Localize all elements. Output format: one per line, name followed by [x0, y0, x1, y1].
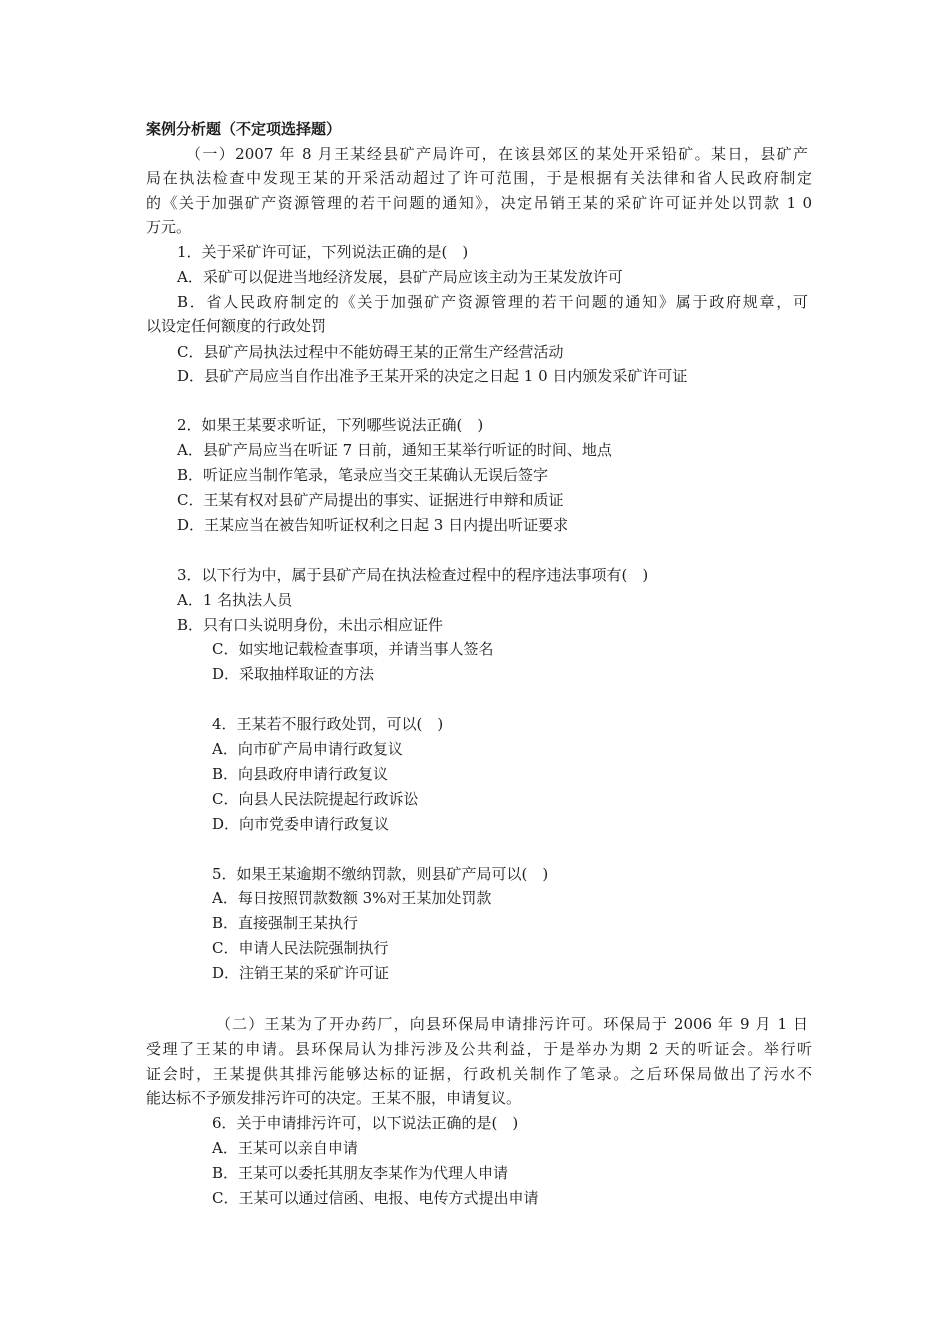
question-6-option-b: B．王某可以委托其朋友李某作为代理人申请: [212, 1164, 509, 1182]
case2-paragraph-line: 受理了王某的申请。县环保局认为排污涉及公共利益，于是举办为期 2 天的听证会。举行听: [146, 1040, 812, 1058]
question-6-option-a: A．王某可以亲自申请: [212, 1139, 358, 1157]
question-4-option-d: D．向市党委申请行政复议: [212, 815, 390, 833]
question-5-option-a: A．每日按照罚款数额 3%对王某加处罚款: [212, 889, 492, 907]
case1-paragraph-line: 万元。: [146, 218, 192, 236]
question-2-option-a: A．县矿产局应当在听证 7 日前，通知王某举行听证的时间、地点: [177, 441, 612, 459]
question-5-option-c: C．申请人民法院强制执行: [212, 939, 389, 957]
question-3-option-a: A．1 名执法人员: [177, 591, 293, 609]
case1-paragraph-line: （一）2007 年 8 月王某经县矿产局许可，在该县郊区的某处开采铅矿。某日，县矿产: [186, 145, 808, 163]
question-5-option-b: B．直接强制王某执行: [212, 914, 359, 932]
question-1-option-c: C．县矿产局执法过程中不能妨碍王某的正常生产经营活动: [177, 343, 564, 361]
question-3-option-c: C．如实地记载检查事项，并请当事人签名: [212, 640, 494, 658]
question-2-option-c: C．王某有权对县矿产局提出的事实、证据进行申辩和质证: [177, 491, 564, 509]
question-1-option-b-continued: 以设定任何额度的行政处罚: [146, 317, 327, 335]
question-6-option-c: C．王某可以通过信函、电报、电传方式提出申请: [212, 1189, 539, 1207]
question-2-option-b: B．听证应当制作笔录，笔录应当交王某确认无误后签字: [177, 466, 549, 484]
question-5-option-d: D．注销王某的采矿许可证: [212, 964, 390, 982]
case1-paragraph-line: 局在执法检查中发现王某的开采活动超过了许可范围，于是根据有关法律和省人民政府制定: [146, 169, 812, 187]
question-1-stem: 1．关于采矿许可证，下列说法正确的是( ): [177, 243, 469, 261]
case2-paragraph-line: 能达标不予颁发排污许可的决定。王某不服，申请复议。: [146, 1089, 522, 1107]
question-1-option-d: D．县矿产局应当自作出准予王某开采的决定之日起 1 0 日内颁发采矿许可证: [177, 367, 688, 385]
case1-paragraph-line: 的《关于加强矿产资源管理的若干问题的通知》，决定吊销王某的采矿许可证并处以罚款 1 0: [146, 194, 812, 212]
question-1-option-b: B．省人民政府制定的《关于加强矿产资源管理的若干问题的通知》属于政府规章，可: [177, 293, 808, 311]
question-2-option-d: D．王某应当在被告知听证权利之日起 3 日内提出听证要求: [177, 516, 569, 534]
question-4-stem: 4．王某若不服行政处罚，可以( ): [212, 715, 444, 733]
question-3-option-b: B．只有口头说明身份，未出示相应证件: [177, 616, 444, 634]
question-1-option-a: A．采矿可以促进当地经济发展，县矿产局应该主动为王某发放许可: [177, 268, 623, 286]
question-4-option-b: B．向县政府申请行政复议: [212, 765, 389, 783]
question-4-option-c: C．向县人民法院提起行政诉讼: [212, 790, 419, 808]
section-title: 案例分析题（不定项选择题）: [146, 120, 342, 138]
question-3-option-d: D．采取抽样取证的方法: [212, 665, 375, 683]
case2-paragraph-line: （二）王某为了开办药厂，向县环保局申请排污许可。环保局于 2006 年 9 月 1 日: [216, 1015, 808, 1033]
question-5-stem: 5．如果王某逾期不缴纳罚款，则县矿产局可以( ): [212, 865, 549, 883]
case2-paragraph-line: 证会时，王某提供其排污能够达标的证据，行政机关制作了笔录。之后环保局做出了污水不: [146, 1065, 812, 1083]
question-2-stem: 2．如果王某要求听证，下列哪些说法正确( ): [177, 416, 484, 434]
question-6-stem: 6．关于申请排污许可，以下说法正确的是( ): [212, 1114, 519, 1132]
question-3-stem: 3．以下行为中，属于县矿产局在执法检查过程中的程序违法事项有( ): [177, 566, 649, 584]
question-4-option-a: A．向市矿产局申请行政复议: [212, 740, 403, 758]
